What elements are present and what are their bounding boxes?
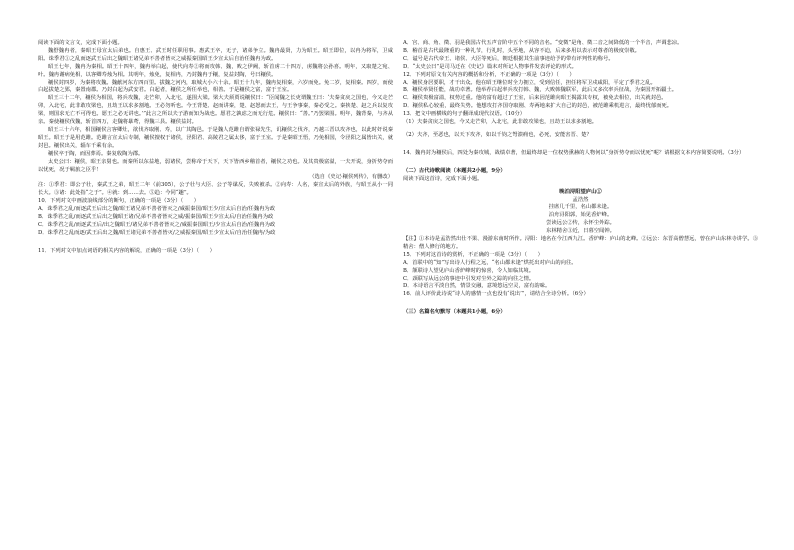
question-12: 12．下列对原文有关内容的概括和分析，不正确的一项是（3分）（ ） [403, 71, 575, 78]
poem [403, 189, 758, 236]
option-d: D．本诗语言平淡自然，情景交融，意境悠远空灵，富有韵味。 [403, 283, 551, 290]
option-b: B．颔联诗人望见庐山香炉峰时的惊喜，令人如临其境。 [403, 267, 535, 274]
question-15: 15．下列对这首诗的赏析，不正确的一项是（3分）（ ） [403, 251, 543, 258]
option-c: C．穰侯贵极富溢，权势过重。他的富有超过了王室，后来因范雎向昭王揭露其专权，被免去相位，出关就封邑。 [403, 95, 667, 102]
passage-paragraph: 魏舒魏冉者，秦昭王母宣太后弟也。自惠王、武王时任职用事。惠武王卒，无子，诸弟争立。魏冉最贤，力为昭王。昭王即位，以冉为将军，卫咸阳。诛季君①之乱而逐武王后出之魏昭王诸兄弟不善者皆灭之威振秦国昭王少宣太后自治任魏冉为政。 [38, 47, 393, 62]
poem-line: 泊舟浔阳郭，始见香炉峰。 [548, 212, 613, 219]
poem-note: 【注】①本诗是孟浩然出仕不果、漫游东南时所作。浔阳：地名在今江西九江。香炉峰：庐山的北峰。②远公：东晋高僧慧远，曾在庐山东林寺讲学。③精舍：僧人修行的地方。 [403, 236, 758, 250]
question-16: 16．前人评价此诗说“诗人的感情一点也没有‘说出’”，请结合全诗分析。（6分） [403, 291, 589, 298]
option-d: D．“太史公曰”是司马迁在《史记》篇末对所记人物事件发表评论的形式。 [403, 63, 577, 70]
question-14: 14．魏冉封为穰侯后，四处为秦攻城，战绩卓著，但最终却是一位权势熏赫的人物何以“身折势夺而以忧死”呢？请根据文本内容简要说明。（3分） [403, 149, 745, 156]
section-2-instruction: 阅读下面这首诗，完成下面小题。 [403, 175, 483, 182]
passage-source: （选自《史记·穰侯列传》，有删改） [309, 174, 393, 181]
left-column [38, 40, 393, 256]
passage-paragraph: 昭王三十六年，相国穰侯言客卿灶，欲伐齐取刚、寿，以广其陶邑。于是魏人范雎自谓张禄先生，讥穰侯之伐齐，乃越三晋以攻齐也，以此时奸说秦昭王。昭王于是用范雎。范雎言宣太后专制，穰侯擅权于诸侯，泾阳君、高陵君之属太侈，富于王室。于是秦昭王悟，乃免相国，令泾阳之属皆出关，就封邑。穰侯出关，辎车千乘有余。 [38, 126, 393, 149]
passage-paragraph: 穰侯卒于陶，而因葬焉。秦复收陶为郡。 [48, 150, 144, 157]
instruction: 阅读下面的文言文，完成下面小题。 [38, 40, 123, 46]
passage-paragraph: 昭王三十二年，穰侯为相国，将兵攻魏，走芒卯，入北宅，遂围大梁。梁大夫须贾说穰侯曰：“臣闻魏之长吏谓魏王曰：‘夫秦贪戾之国也，今又走芒卯，入北宅，此非敢攻梁也，且劫王以求多割地。王必勿听也。今王背楚、赵而讲秦，楚、赵怒而去王，与王争事秦，秦必受之。秦挟楚、赵之兵以复攻梁，则国求无亡不可得也。愿王之必无讲也。’”此言之所以夫子游而知为战也。愿君之孰虑之而无行危。穰侯曰：“善。”乃罢梁围。明年，魏背秦，与齐从亲。秦使穰侯伐魏，斩首四万，走魏将暴鸢，得魏三县。穰侯益封。 [38, 95, 393, 126]
right-column [403, 40, 758, 317]
option-c: C．诛季君之乱/而逐武王后/出之魏昭王/诸兄弟不善者皆灭之/威振秦国昭王/少宣太后自治/任魏冉为政 [38, 221, 276, 228]
option-b: B．稽首是古代最隆重的一种礼节，行礼时，头至地，从容不迫，后来多用以表示对尊者的极度崇敬。 [403, 47, 640, 54]
poem-title: 晚泊浔阳望庐山① [559, 188, 602, 195]
question-11: 11．下列对文中加点词语的相关内容的解说，正确的一项是（3分）（ ） [38, 247, 215, 254]
option-b: B．穰侯举贤任能，战功卓著。他举荐白起率兵攻打韩、魏，大败韩魏联军，此后又多次率兵征战，为秦国开拓疆土。 [403, 87, 678, 94]
poem-author: 孟浩然 [572, 196, 589, 203]
section-3-title: （三）名篇名句默写（本题共1小题，6分） [403, 309, 506, 316]
option-c: C．颈联写从远公的事迹中引发对尘外之踪的向往之情。 [403, 275, 535, 282]
annotation-notes: 注：①季君：即公子壮，秦武王之弟，昭王二年（前305），公子壮与大臣、公子等谋反，失败被杀。②向寿：人名，秦宣太后的外族，与昭王从小一同长大。③诸：此处指“之于”。④就：到……去。⑤趋：今同“趣”。 [38, 182, 393, 197]
option-a: A．穰侯身居要职，才干出众。他在昭王继位时全力拥立，受到信任，担任将军卫戍咸阳，平定了季君之乱。 [403, 79, 656, 86]
option-b: B．诛季君之乱/而逐武王后出之魏昭王诸/兄弟不善者皆灭之威/振秦国/昭王少宣太后/自治任魏冉为政 [38, 213, 274, 220]
question-10: 10．下列对文中画波浪线部分的断句，正确的一项是（3分）（ ） [38, 198, 200, 205]
section-2-title: （二）古代诗歌阅读（本题共2小题，9分） [403, 167, 506, 174]
option-c: C．谥号是古代帝王、诸侯、大臣等死后，朝廷根据其生前事迹给予的带有评判性的称号。 [403, 55, 614, 62]
poem-line: 尝读远公②传，永怀尘外踪。 [546, 220, 615, 227]
option-a: A．首联中的“知”写出诗人行程之远，“名山都未逢”烘托出对庐山的向往。 [403, 259, 577, 266]
option-a: A．诛季君之乱/而逐武王后出之魏/昭王诸兄弟不善者皆灭之/威振秦国/昭王少/宣太后自治/任魏冉为政 [38, 206, 276, 213]
option-d: D．穰侯私心较重，最终失势。他想攻打齐国夺取刚、寿两地来扩大自己的封邑，被范雎乘机进言，最终忧郁而死。 [403, 103, 673, 110]
question-13: 13．把文中画横线的句子翻译成现代汉语。（10分） [403, 111, 526, 118]
option-a: A．宫、商、角、徵、羽是我国古代五声音阶中五个不同的音名。“变徵”是角、徵二音之间降低的一个半音，声调悲凉。 [403, 40, 683, 46]
translation-item-2: （2）夫齐，至恶也，以天下攻齐，如以千钧之弩溃痈也，必死，安能害晋、楚？ [403, 131, 592, 138]
option-d: D．诛季君之乱而逐/武王后出之魏/昭王诸兄弟不善者皆灭/之威振秦国/昭王少宣太后/自治任魏冉/为政 [38, 229, 276, 236]
translation-item-1: （1）夫秦贪戾之国也，今又走芒卯，入北宅，此非敢攻梁也，且劫王以求多割地。 [403, 119, 598, 126]
taishi-comment: 太史公曰：穰侯，昭王亲舅也。而秦所以东益地，弱诸侯，尝称帝于天下，天下皆西乡稽首者，穰侯之功也。及其贵极富溢，一夫开说，身折势夺而以忧死，况于羁旅之臣乎！ [38, 158, 393, 173]
poem-line: 东林精舍③近，日暮空闻钟。 [546, 228, 615, 235]
poem-line: 挂席几千里，名山都未逢。 [548, 204, 613, 211]
passage-paragraph: 穰侯封四岁，为秦将攻魏。魏献河东方四百里。拔魏之河内，取城大小六十余。昭王十九年，魏冉复相秦，六岁而免。免二岁，复相秦。四岁，而使白起拔楚之郢，秦置南郡。乃封白起为武安君。白起者，穰侯之所任举也，相善。于是穰侯之富，富于王室。 [38, 79, 393, 94]
passage-paragraph: 昭王七年，魏冉为秦相。昭王十四年，魏冉举白起，使代向寿②将而攻韩、魏，败之伊阙，斩首虏二十四万，虏魏将公孙喜。明年，又取楚之宛、叶。魏冉谢病免相，以客卿寿烛为相。其明年，烛免，复相冉，乃封魏冉于穰，复益封陶，号曰穰侯。 [38, 63, 393, 78]
